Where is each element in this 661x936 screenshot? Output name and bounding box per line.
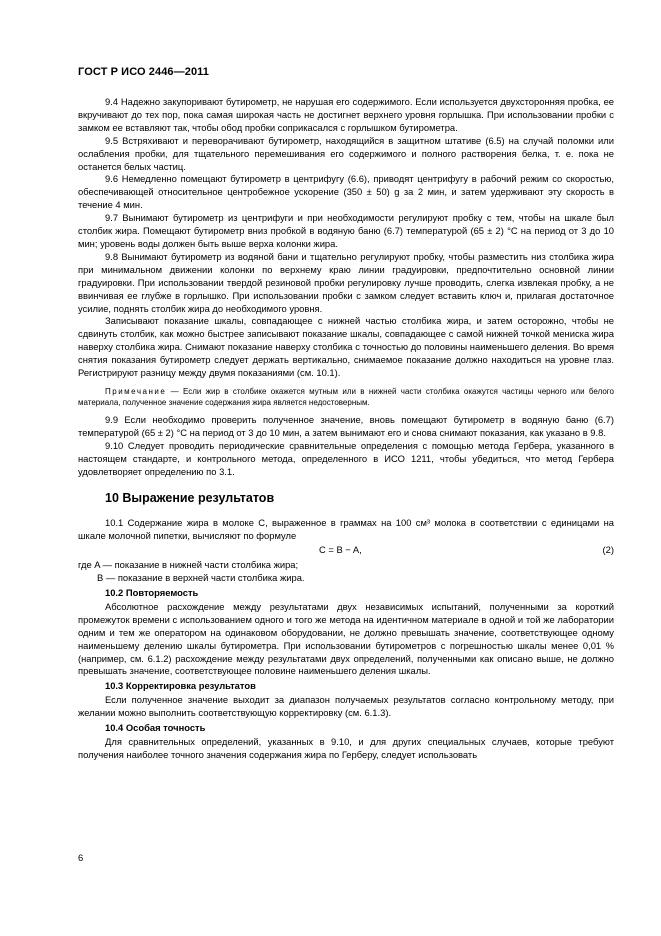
paragraph-9-9: 9.9 Если необходимо проверить полученное значение, вновь помещают бутирометр в водяную баню (6.7) температурой (65 ± 2) °С на период от 3 до 10 мин, а затем вынимают его и снова снимают показания, как указано в 9.8. (78, 413, 614, 438)
page-number: 6 (78, 852, 84, 863)
note-label: Примечание (105, 386, 167, 396)
paragraph-9-10: 9.10 Следует проводить периодические сравнительные определения с помощью метода Гербера, указанного в настоящем стандарте, и контрольного метода, определенного в ИСО 1211, чтобы убедиться, что метод Гербера удовлетворяет определению по 3.1. (78, 439, 614, 477)
formula-number: (2) (602, 544, 614, 556)
paragraph-9-6: 9.6 Немедленно помещают бутирометр в центрифугу (6.6), приводят центрифугу в рабочий режим со скоростью, обеспечивающей относительное центробежное ускорение (350 ± 50) g за 2 мин, и затем удерживают эту скорость в течение 4 мин. (78, 173, 614, 211)
paragraph-9-4: 9.4 Надежно закупоривают бутирометр, не нарушая его содержимого. Если используется двухсторонняя пробка, ее вкручивают до тех пор, пока самая широкая часть не достигнет верхнего уровня горлышка. При использовании пробки с замком ее вставляют так, чтобы обод пробки соприкасался с горлышком бутирометра. (78, 96, 614, 133)
paragraph-9-5: 9.5 Встряхивают и переворачивают бутирометр, находящийся в защитном штативе (6.5) на случай поломки или ослабления пробки, для тщательного перемешивания его содержимого и полного растворения белка, т. е. пока не останется белых частиц. (78, 134, 614, 172)
paragraph-10-2: Абсолютное расхождение между результатами двух независимых испытаний, полученными за короткий промежуток времени с использованием одного и того же метода на идентичном материале в одной и той же лаборатории одним и тем же оператором на одинаковом оборудовании, не должно превышать значение, соответствующее одному наименьшему делению шкалы бутирометра. При использовании бутирометров с погрешностью шкалы менее 0,01 % (например, см. 6.1.2) расхождение между результатами двух определений, полученными как описано выше, не должно превышать значение, соответствующее половине наименьшего деления шкалы. (78, 600, 614, 677)
document-body (78, 96, 614, 762)
paragraph-9-8: 9.8 Вынимают бутирометр из водяной бани и тщательно регулируют пробку, чтобы разместить низ столбика жира при минимальном движении колонки по верхнему краю линии градуировки, предпочтительно основной линии градуировки. При использовании твердой резиновой пробки регулировку лучше проводить, слегка извлекая пробку, а не ввинчивая ее глубже в горлышко. При использовании пробки с замком следует вставить ключ и, прилагая достаточное усилие, поднять столбик жира до необходимого уровня. (78, 250, 614, 314)
subsection-heading-10-2: 10.2 Повторяемость (105, 587, 199, 598)
note-text: — Если жир в столбике окажется мутным или в нижней части столбика окажутся частицы черного или белого материала, полученное значение содержания жира является недостоверным. (78, 386, 614, 408)
where-a: где A — показание в нижней части столбика жира; (78, 559, 299, 571)
subsection-heading-10-4: 10.4 Особая точность (105, 722, 206, 734)
document-header: ГОСТ Р ИСО 2446—2011 (78, 66, 210, 78)
formula: C = B − A, (319, 544, 362, 556)
paragraph-9-8-reading: Записывают показание шкалы, совпадающее с нижней частью столбика жира, и затем осторожно, чтобы не сдвинуть столбик, как можно быстрее записывают показание шкалы, совпадающее с самой нижней точкой мениска жира наверху столбика жира. Снимают показание наверху столбика с точностью до половины наименьшего деления. Во время снятия показания бутирометр следует держать вертикально, снимаемое показание должно находиться на уровне глаз. Регистрируют разницу между двумя показаниями (см. 10.1). (78, 315, 614, 379)
formula-row (78, 544, 614, 558)
subsection-heading-10-3: 10.3 Корректировка результатов (105, 680, 256, 692)
section-heading-10: 10 Выражение результатов (105, 491, 275, 506)
note (78, 386, 614, 409)
where-b: B — показание в верхней части столбика жира. (97, 572, 305, 584)
paragraph-10-3: Если полученное значение выходит за диапазон получаемых результатов согласно контрольному методу, при желании можно выполнить соответствующую корректировку (см. 6.1.3). (78, 694, 614, 719)
paragraph-9-7: 9.7 Вынимают бутирометр из центрифуги и при необходимости регулируют пробку с тем, чтобы на шкале был столбик жира. Помещают бутирометр вниз пробкой в водяную баню (6.7) температурой (65 ± 2) °С на период от 3 до 10 мин; уровень воды должен быть выше верха колонки жира. (78, 212, 614, 249)
paragraph-10-1: 10.1 Содержание жира в молоке C, выраженное в граммах на 100 см³ молока в соответствии с единицами на шкале молочной пипетки, вычисляют по формуле (78, 517, 614, 542)
paragraph-10-4: Для сравнительных определений, указанных в 9.10, и для других специальных случаев, которые требуют получения наиболее точного значения содержания жира по Герберу, следует использовать (78, 735, 614, 760)
